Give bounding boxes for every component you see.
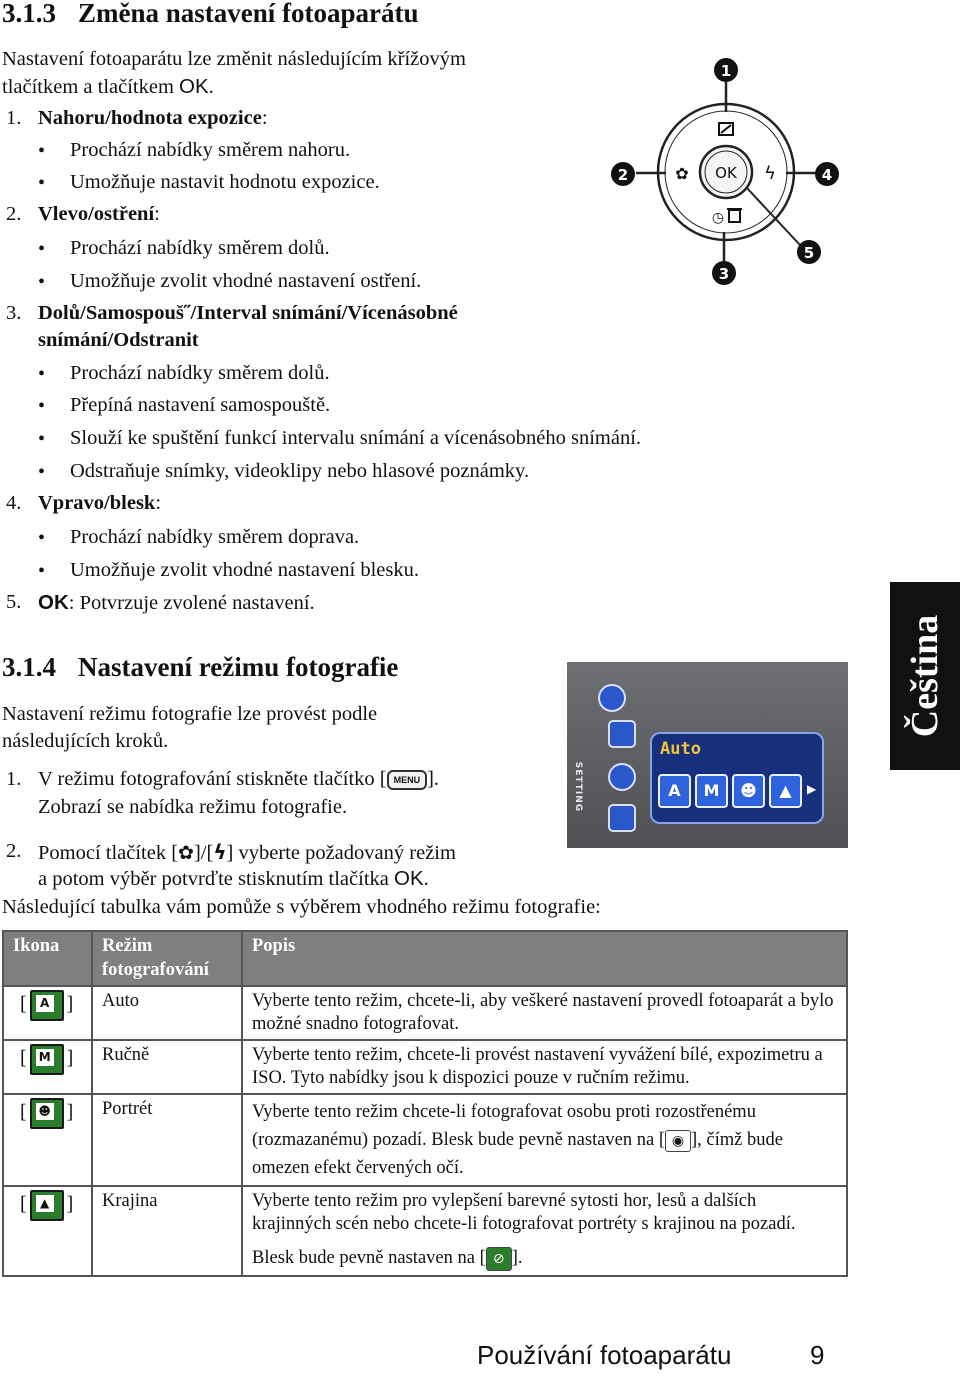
header-description: Popis xyxy=(242,931,847,986)
bullet-text: Prochází nabídky směrem dolů. xyxy=(70,237,330,259)
mode-description: Vyberte tento režim, chcete-li provést nastavení vyvážení bílé, expozimetru a ISO. Tyto nabídky jsou k dispozici pouze v ručním režimu. xyxy=(242,1040,847,1094)
mode-panel xyxy=(650,732,824,824)
callout-4 xyxy=(815,162,839,186)
svg-text:1: 1 xyxy=(720,62,732,80)
intro-text-line1: Nastavení režimu fotografie lze provést podle xyxy=(2,703,378,725)
icon-cell: [ A ] xyxy=(3,986,92,1040)
macro-icon: ✿ xyxy=(675,164,689,183)
table-header-row xyxy=(3,931,847,986)
portrait-mode-icon: ☻ xyxy=(30,1098,64,1129)
bullet-text: Odstraňuje snímky, videoklipy nebo hlasové poznámky. xyxy=(70,460,530,482)
table-row xyxy=(3,986,847,1040)
bullet-icon: • xyxy=(38,271,46,293)
step1-line2: Zobrazí se nabídka režimu fotografie. xyxy=(38,796,348,818)
item-label-line2: snímání/Odstranit xyxy=(38,329,199,351)
item-number: 4. xyxy=(6,492,22,514)
mode-description: Vyberte tento režim, chcete-li, aby veškeré nastavení provedl fotoaparát a bylo možné snadno fotografovat. xyxy=(242,986,847,1040)
landscape-mode-icon: ▲ xyxy=(769,774,802,808)
bullet-icon: • xyxy=(38,395,46,417)
icon-cell: [ ▲ ] xyxy=(3,1186,92,1276)
camera-screen-screenshot xyxy=(567,662,848,848)
bullet-icon: • xyxy=(38,560,46,582)
bullet-text: Umožňuje zvolit vhodné nastavení blesku. xyxy=(70,559,419,581)
auto-mode-icon: A xyxy=(30,990,64,1021)
item-label: Vpravo/blesk: xyxy=(38,492,162,514)
step-number: 1. xyxy=(6,768,22,790)
item-label: Nahoru/hodnota expozice: xyxy=(38,107,268,129)
intro-text-line2: tlačítkem a tlačítkem OK. xyxy=(2,75,214,98)
svg-text:2: 2 xyxy=(617,166,629,184)
step2-text: Pomocí tlačítek [✿]/[ϟ] vyberte požadovaný režim xyxy=(38,840,456,864)
photo-mode-table xyxy=(2,930,848,1277)
item-number: 2. xyxy=(6,203,22,225)
svg-text:5: 5 xyxy=(803,244,815,262)
icon-cell: [ ☻ ] xyxy=(3,1094,92,1186)
table-row xyxy=(3,1040,847,1094)
star-strip-icon xyxy=(608,763,636,791)
manual-mode-icon: M xyxy=(695,774,728,808)
step-number: 2. xyxy=(6,840,22,862)
menu-button-icon: MENU xyxy=(387,770,428,790)
mode-name: Auto xyxy=(92,986,242,1040)
bullet-icon: • xyxy=(38,363,46,385)
mode-name: Ručně xyxy=(92,1040,242,1094)
section-heading-3-1-3: 3.1.3 Změna nastavení fotoaparátu xyxy=(2,0,419,28)
bullet-icon: • xyxy=(38,428,46,450)
manual-mode-icon: M xyxy=(30,1044,64,1075)
mode-name: Krajina xyxy=(92,1186,242,1276)
flash-off-icon: ⊘ xyxy=(486,1247,512,1271)
intro-text-line1: Nastavení fotoaparátu lze změnit následujícím křížovým xyxy=(2,48,466,70)
bullet-icon: • xyxy=(38,527,46,549)
mode-description: Vyberte tento režim pro vylepšení barevné sytosti hor, lesů a dalších krajinných scén nebo chcete-li fotografovat portréty s krajinou na pozadí. Blesk bude pevně nastaven na [ ⊘ ]. xyxy=(242,1186,847,1276)
table-row xyxy=(3,1094,847,1186)
landscape-mode-icon: ▲ xyxy=(30,1190,64,1221)
callout-3 xyxy=(712,261,736,285)
item-number: 1. xyxy=(6,107,22,129)
arrow-right-icon: ▶ xyxy=(807,782,817,796)
svg-text:4: 4 xyxy=(821,166,833,184)
mode-name: Portrét xyxy=(92,1094,242,1186)
mode-strip-icon xyxy=(598,684,626,712)
item-label: OK: Potvrzuje zvolené nastavení. xyxy=(38,591,315,614)
dpad-diagram xyxy=(600,52,850,292)
macro-icon: ✿ xyxy=(178,842,194,864)
footer-title: Používání fotoaparátu xyxy=(477,1340,732,1370)
svg-text:3: 3 xyxy=(718,265,730,283)
table-row xyxy=(3,1186,847,1276)
ok-label: OK xyxy=(715,164,737,182)
scene-strip-icon xyxy=(608,720,636,748)
panel-title: Auto xyxy=(660,739,701,759)
callout-2 xyxy=(611,162,635,186)
bullet-text: Přepíná nastavení samospouště. xyxy=(70,394,331,416)
page-number: 9 xyxy=(810,1340,825,1370)
setting-label: SETTING xyxy=(573,761,584,813)
red-eye-flash-icon: ◉ xyxy=(665,1130,691,1152)
step1-text: V režimu fotografování stiskněte tlačítko [ MENU ]. xyxy=(38,768,440,790)
callout-1 xyxy=(714,58,738,82)
bullet-text: Prochází nabídky směrem nahoru. xyxy=(70,139,351,161)
icon-cell: [ M ] xyxy=(3,1040,92,1094)
self-timer-icon: ◷ xyxy=(711,210,725,226)
language-tab: Čeština xyxy=(890,582,960,770)
bullet-icon: • xyxy=(38,140,46,162)
section-heading-3-1-4: 3.1.4 Nastavení režimu fotografie xyxy=(2,652,399,682)
bullet-icon: • xyxy=(38,172,46,194)
callout-5 xyxy=(797,240,821,264)
portrait-mode-icon: ☻ xyxy=(732,774,765,808)
header-mode: Režim fotografování xyxy=(92,931,242,986)
item-number: 5. xyxy=(6,591,22,613)
step2-line2: a potom výběr potvrďte stisknutím tlačítka OK. xyxy=(38,867,429,890)
bullet-text: Umožňuje nastavit hodnotu expozice. xyxy=(70,171,380,193)
table-intro: Následující tabulka vám pomůže s výběrem vhodného režimu fotografie: xyxy=(2,896,601,918)
bullet-icon: • xyxy=(38,461,46,483)
mode-description: Vyberte tento režim chcete-li fotografovat osobu proti rozostřenému (rozmazanému) pozadí. Blesk bude pevně nastaven na [ ◉ ], čímž bude omezen efekt červených očí. xyxy=(242,1094,847,1186)
header-icon: Ikona xyxy=(3,931,92,986)
bullet-text: Prochází nabídky směrem doprava. xyxy=(70,526,360,548)
item-label-line1: Dolů/Samospouš˝/Interval snímání/Vícenásobné xyxy=(38,302,458,324)
flash-icon: ϟ xyxy=(764,163,776,184)
flash-icon: ϟ xyxy=(213,840,227,864)
item-number: 3. xyxy=(6,302,22,324)
auto-mode-icon: A xyxy=(658,774,691,808)
intro-text-line2: následujících kroků. xyxy=(2,730,169,752)
bullet-text: Slouží ke spuštění funkcí intervalu snímání a vícenásobného snímání. xyxy=(70,427,642,449)
bullet-text: Prochází nabídky směrem dolů. xyxy=(70,362,330,384)
bullet-text: Umožňuje zvolit vhodné nastavení ostření. xyxy=(70,270,422,292)
image-strip-icon xyxy=(608,804,636,832)
item-label: Vlevo/ostření: xyxy=(38,203,160,225)
bullet-icon: • xyxy=(38,238,46,260)
